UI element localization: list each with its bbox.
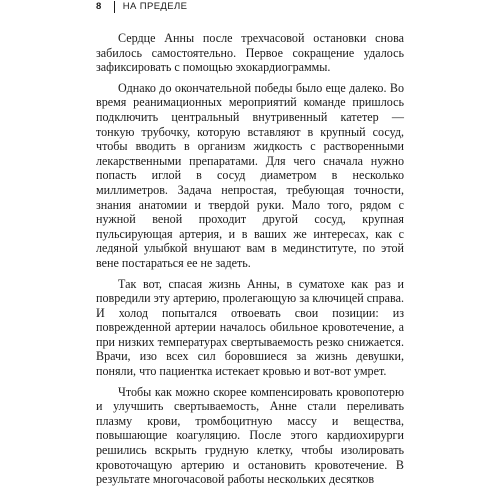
paragraph: Сердце Анны после трехчасовой остановки снова забилось самостоятельно. Первое сокращение удалось зафиксировать с помощью эхокардиограммы. <box>96 31 404 75</box>
paragraph: Однако до окончательной победы было еще далеко. Во время реанимационных мероприятий команде пришлось подключить центральный внутривенный катетер — тонкую трубочку, которую вставляют в крупный сосуд, чтобы вводить в организм жидкость с растворенными лекарственными препаратами. Для чего сначала нужно попасть иглой в сосуд диаметром в несколько миллиметров. Задача непростая, требующая точности, знания анатомии и твердой руки. Мало того, рядом с нужной веной проходит другой сосуд, крупная пульсирующая артерия, и в ваших же интересах, как с ледяной улыбкой внушают вам в мединституте, по этой вене постараться ее не задеть. <box>96 80 404 270</box>
chapter-title: НА ПРЕДЕЛЕ <box>122 1 188 12</box>
paragraph: Чтобы как можно скорее компенсировать кровопотерю и улучшить свертываемость, Анне стали переливать плазму крови, тромбоцитную массу и вещества, повышающие коагуляцию. После этого кардиохирурги решились вскрыть грудную клетку, чтобы изолировать кровоточащую артерию и остановить кровотечение. В результате многочасовой работы нескольких десятков <box>96 384 404 487</box>
body-text <box>96 31 404 493</box>
header-divider <box>114 1 115 13</box>
page-number: 8 <box>96 1 102 12</box>
paragraph: Так вот, спасая жизнь Анны, в суматохе как раз и повредили эту артерию, пролегающую за ключицей справа. И холод попытался отвоевать свои позиции: из поврежденной артерии началось обильное кровотечение, а при низких температурах свертываемость резко снижается. Врачи, изо всех сил боровшиеся за жизнь девушки, поняли, что пациентка истекает кровью и вот-вот умрет. <box>96 276 404 379</box>
running-head <box>96 0 187 13</box>
